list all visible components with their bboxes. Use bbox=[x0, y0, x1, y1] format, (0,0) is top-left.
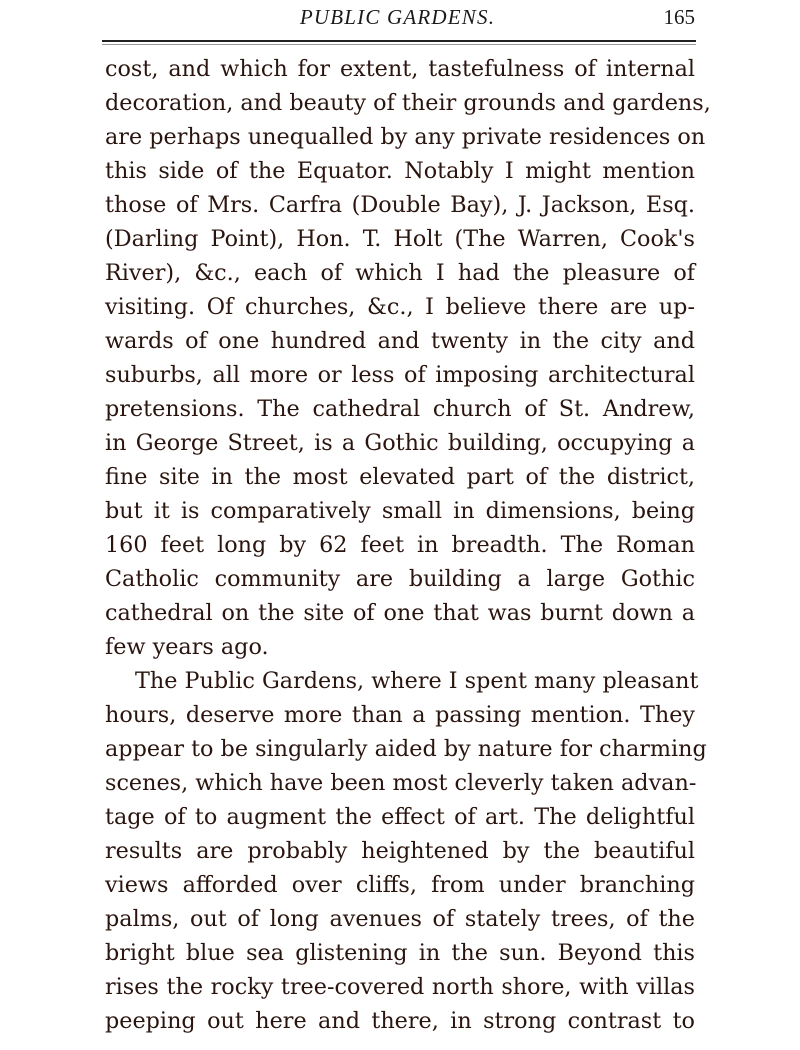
text-line: palms, out of long avenues of stately trees, of the bbox=[105, 906, 695, 932]
running-head bbox=[100, 5, 695, 33]
body-text bbox=[105, 52, 711, 1038]
text-line: are perhaps unequalled by any private residences on bbox=[105, 124, 706, 150]
text-line: River), &c., each of which I had the pleasure of bbox=[105, 260, 695, 286]
text-line: peeping out here and there, in strong contrast to bbox=[105, 1008, 695, 1034]
text-line: hours, deserve more than a passing mention. They bbox=[105, 702, 695, 728]
page-number: 165 bbox=[663, 5, 695, 29]
text-line: few years ago. bbox=[105, 634, 269, 660]
text-line: views afforded over cliffs, from under branching bbox=[105, 872, 695, 898]
header-rule-secondary bbox=[102, 44, 696, 45]
text-line: (Darling Point), Hon. T. Holt (The Warren, Cook's bbox=[105, 226, 695, 252]
text-line: Catholic community are building a large Gothic bbox=[105, 566, 695, 592]
text-line: rises the rocky tree-covered north shore, with villas bbox=[105, 974, 695, 1000]
text-line: 160 feet long by 62 feet in breadth. The Roman bbox=[105, 532, 695, 558]
text-line: appear to be singularly aided by nature for charming bbox=[105, 736, 707, 762]
running-title: PUBLIC GARDENS. bbox=[299, 5, 496, 29]
text-line: in George Street, is a Gothic building, occupying a bbox=[105, 430, 695, 456]
text-line: bright blue sea glistening in the sun. Beyond this bbox=[105, 940, 695, 966]
text-line: results are probably heightened by the beautiful bbox=[105, 838, 695, 864]
text-line: those of Mrs. Carfra (Double Bay), J. Jackson, Esq. bbox=[105, 192, 695, 218]
text-line: decoration, and beauty of their grounds and gardens, bbox=[105, 90, 711, 116]
text-line: tage of to augment the effect of art. The delightful bbox=[105, 804, 695, 830]
text-line: this side of the Equator. Notably I might mention bbox=[105, 158, 695, 184]
text-line: fine site in the most elevated part of the district, bbox=[105, 464, 695, 490]
header-rule bbox=[102, 40, 696, 42]
text-line: The Public Gardens, where I spent many pleasant bbox=[135, 668, 699, 694]
text-line: pretensions. The cathedral church of St. Andrew, bbox=[105, 396, 695, 422]
text-line: scenes, which have been most cleverly taken advan- bbox=[105, 770, 697, 796]
text-line: visiting. Of churches, &c., I believe there are up- bbox=[105, 294, 695, 320]
text-line: cathedral on the site of one that was burnt down a bbox=[105, 600, 695, 626]
text-line: suburbs, all more or less of imposing architectural bbox=[105, 362, 695, 388]
text-line: wards of one hundred and twenty in the city and bbox=[105, 328, 695, 354]
text-line: cost, and which for extent, tastefulness of internal bbox=[105, 56, 695, 82]
text-line: but it is comparatively small in dimensions, being bbox=[105, 498, 695, 524]
